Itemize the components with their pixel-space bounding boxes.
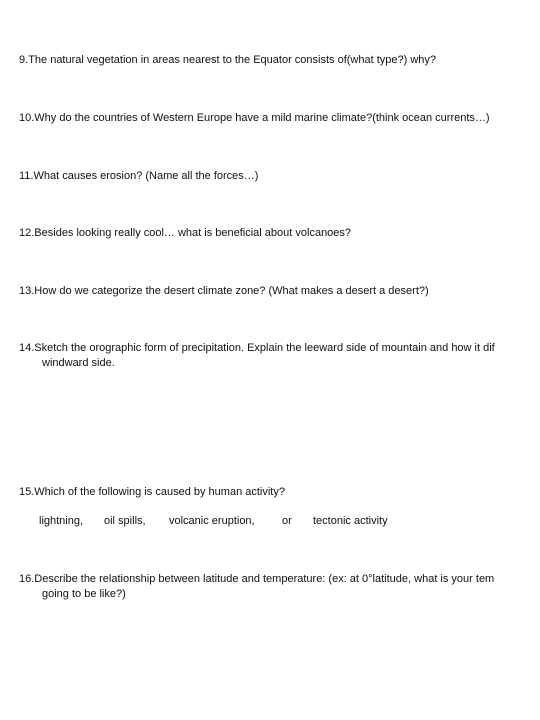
question-11-line [19, 169, 258, 184]
question-16 [19, 572, 494, 602]
option-or: or [282, 515, 292, 527]
question-10 [19, 111, 490, 126]
question-16-line [19, 572, 494, 587]
option-tectonic-activity: tectonic activity [313, 515, 388, 527]
question-16-number: 16. [19, 573, 35, 585]
question-12-line [19, 226, 351, 241]
question-15-line [19, 485, 285, 500]
question-9-line [19, 53, 436, 68]
question-16-text: Describe the relationship between latitude and temperature: (ex: at 0°latitude, what is your tem [34, 573, 495, 585]
question-9-number: 9. [19, 54, 29, 66]
question-15-number: 15. [19, 486, 35, 498]
question-11-text: What causes erosion? (Name all the forces…) [33, 170, 259, 182]
question-11 [19, 169, 258, 184]
option-lightning: lightning, [39, 515, 84, 527]
question-16-continuation: going to be like?) [42, 588, 126, 600]
question-9-text: The natural vegetation in areas nearest to the Equator consists of(what type?) why? [28, 54, 437, 66]
question-10-text: Why do the countries of Western Europe have a mild marine climate?(think ocean currents…) [34, 112, 490, 124]
question-9 [19, 53, 436, 68]
question-10-number: 10. [19, 112, 35, 124]
question-13-line [19, 284, 429, 299]
question-14 [19, 341, 495, 371]
question-13-number: 13. [19, 285, 35, 297]
question-14-line [19, 341, 495, 356]
question-12-number: 12. [19, 227, 35, 239]
option-volcanic-eruption: volcanic eruption, [169, 515, 255, 527]
question-15-text: Which of the following is caused by human activity? [34, 486, 285, 498]
question-14-continuation: windward side. [42, 357, 115, 369]
question-13 [19, 284, 429, 299]
question-15 [19, 485, 285, 500]
question-12-text: Besides looking really cool… what is beneficial about volcanoes? [34, 227, 352, 239]
option-oil-spills: oil spills, [104, 515, 146, 527]
question-14-text: Sketch the orographic form of precipitation. Explain the leeward side of mountain and how it dif [34, 342, 495, 354]
question-13-text: How do we categorize the desert climate zone? (What makes a desert a desert?) [34, 285, 429, 297]
question-10-line [19, 111, 490, 126]
question-11-number: 11. [19, 170, 34, 182]
question-12 [19, 226, 351, 241]
question-14-number: 14. [19, 342, 35, 354]
